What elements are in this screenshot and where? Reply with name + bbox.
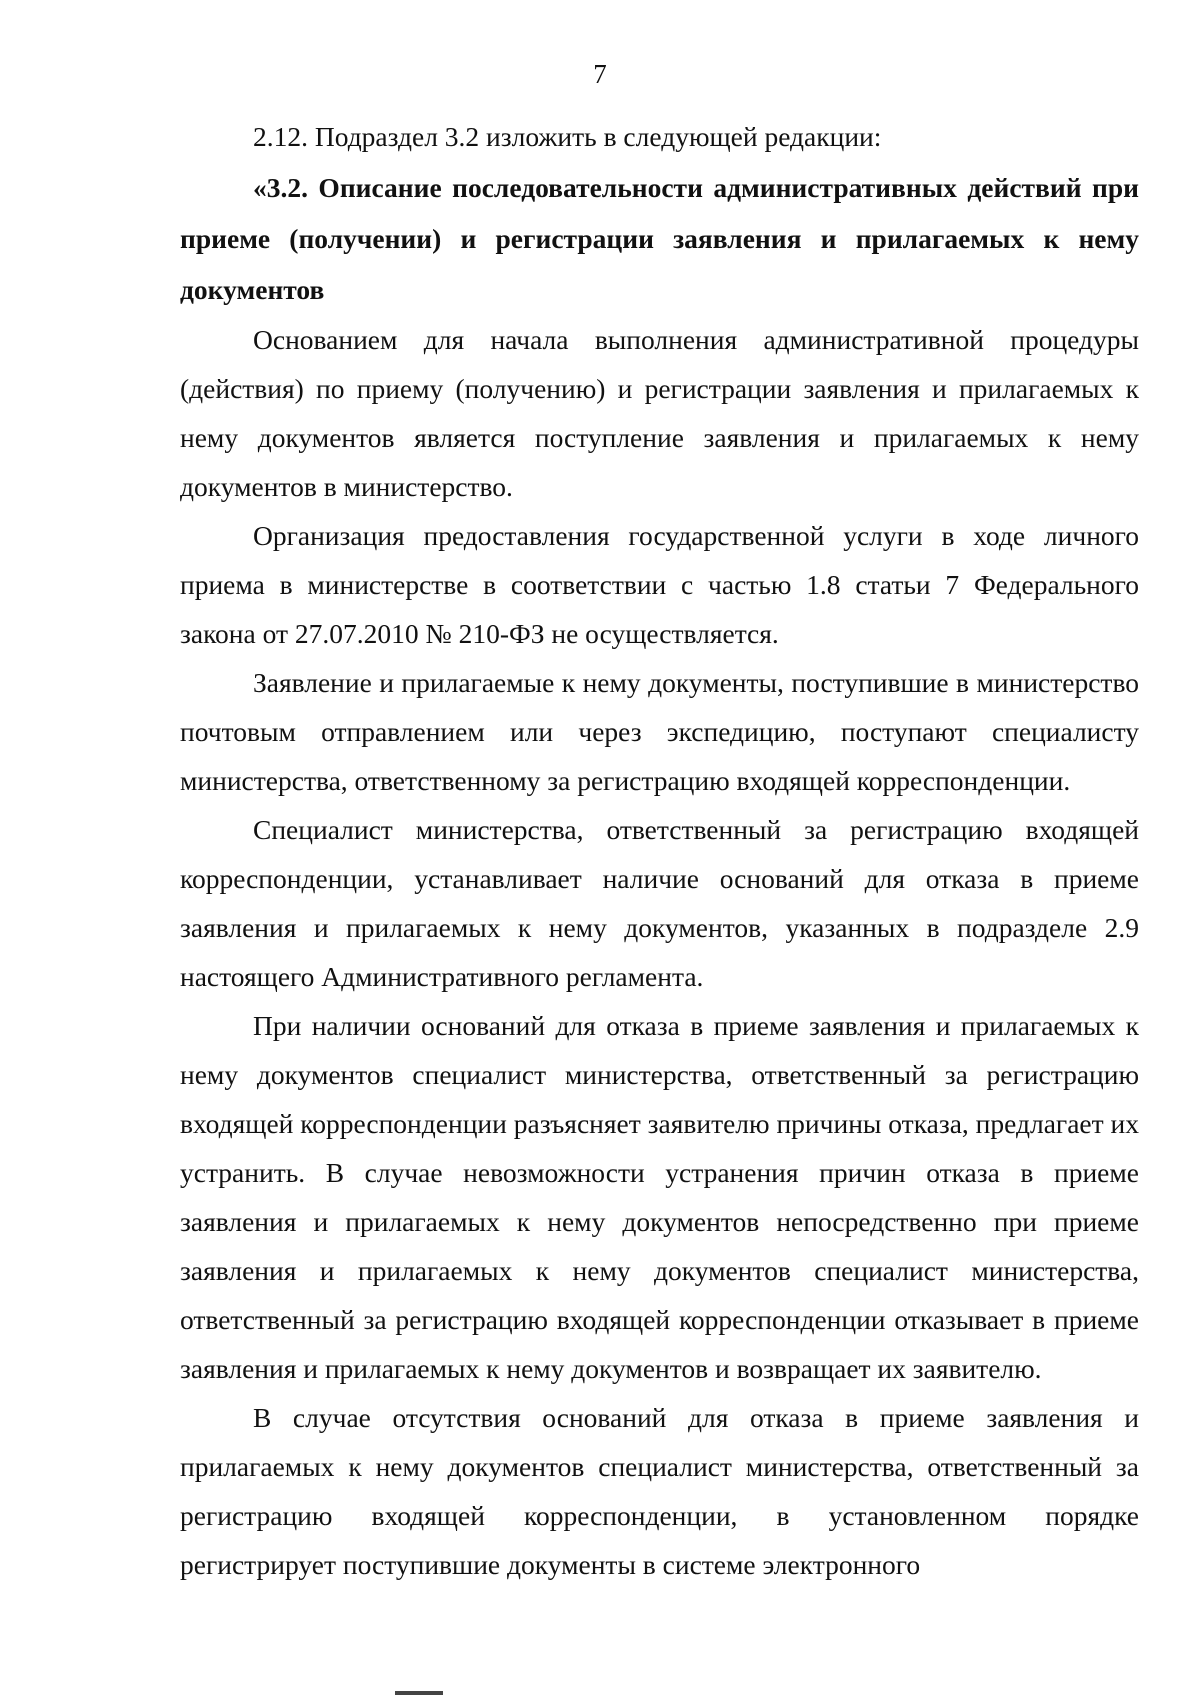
amendment-intro: 2.12. Подраздел 3.2 изложить в следующей редакции: [253,121,882,152]
section-heading: «3.2. Описание последовательности административных действий при приеме (получении) и регистрации заявления и прилагаемых к нему документов [180,172,1139,305]
paragraph: В случае отсутствия оснований для отказа в приеме заявления и прилагаемых к нему документов специалист министерства, ответственный за регистрацию входящей корреспонденции, в установленном порядке регистрирует поступившие документы в системе электронного [180,1402,1139,1580]
paragraph: Организация предоставления государственной услуги в ходе личного приема в министерстве в соответствии с частью 1.8 статьи 7 Федерального закона от 27.07.2010 № 210-ФЗ не осуществляется. [180,520,1139,649]
paragraph: Заявление и прилагаемые к нему документы, поступившие в министерство почтовым отправлением или через экспедицию, поступают специалисту министерства, ответственному за регистрацию входящей корреспонденции. [180,667,1139,796]
footer-mark [395,1683,443,1696]
page-number: 7 [593,59,607,89]
paragraph: Основанием для начала выполнения административной процедуры (действия) по приему (получению) и регистрации заявления и прилагаемых к нему документов является поступление заявления и прилагаемых к нему документов в министерство. [180,324,1139,502]
document-body [180,112,1139,1589]
paragraph: При наличии оснований для отказа в приеме заявления и прилагаемых к нему документов специалист министерства, ответственный за регистрацию входящей корреспонденции разъясняет заявителю причины отказа, предлагает их устранить. В случае невозможности устранения причин отказа в приеме заявления и прилагаемых к нему документов непосредственно при приеме заявления и прилагаемых к нему документов специалист министерства, ответственный за регистрацию входящей корреспонденции отказывает в приеме заявления и прилагаемых к нему документов и возвращает их заявителю. [180,1010,1139,1384]
paragraph: Специалист министерства, ответственный за регистрацию входящей корреспонденции, устанавливает наличие оснований для отказа в приеме заявления и прилагаемых к нему документов, указанных в подразделе 2.9 настоящего Административного регламента. [180,814,1139,992]
